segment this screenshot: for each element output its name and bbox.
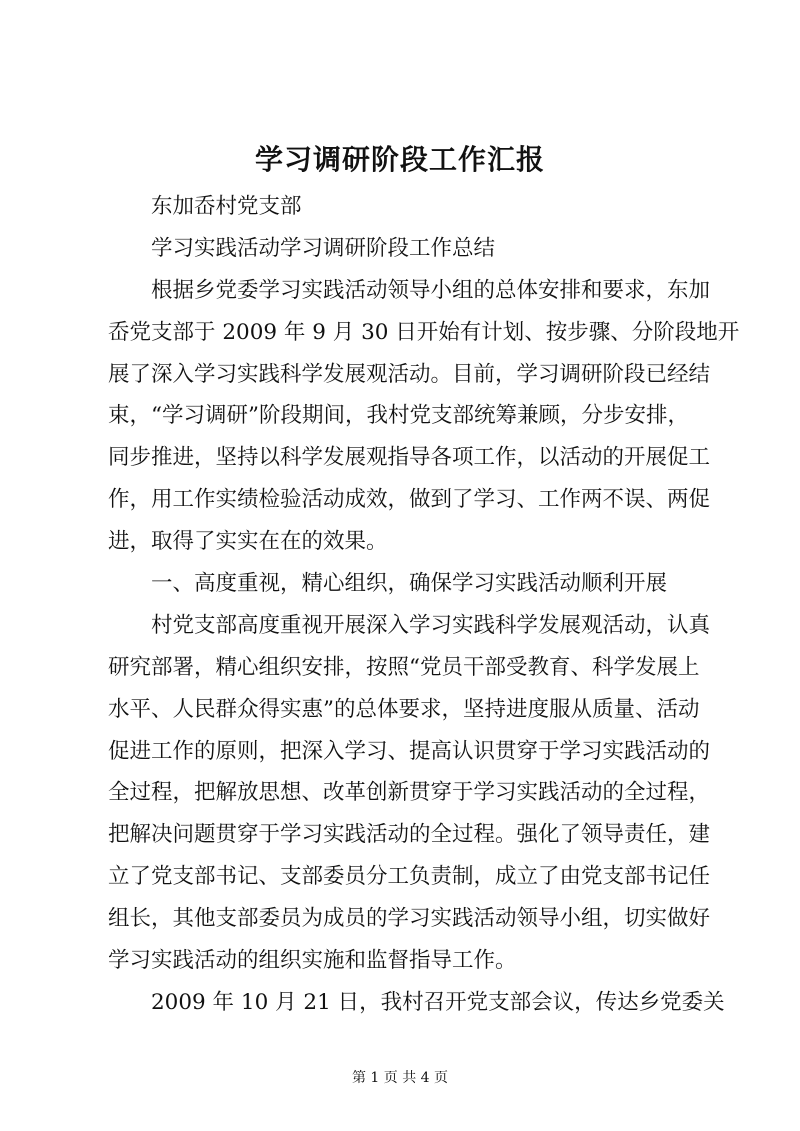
body-line: 组长，其他支部委员为成员的学习实践活动领导小组，切实做好	[108, 906, 711, 932]
body-line: 进，取得了实实在在的效果。	[108, 529, 388, 555]
section-heading: 一、高度重视，精心组织，确保学习实践活动顺利开展	[151, 571, 668, 597]
author-line: 东加岙村党支部	[151, 194, 302, 219]
body-line: 全过程，把解放思想、改革创新贯穿于学习实践活动的全过程，	[108, 780, 711, 806]
document-body	[108, 186, 740, 1024]
body-line: 岙党支部于 2009 年 9 月 30 日开始有计划、按步骤、分阶段地开	[108, 319, 740, 345]
body-line: 2009 年 10 月 21 日，我村召开党支部会议，传达乡党委关	[151, 989, 725, 1015]
body-line: 学习实践活动的组织实施和监督指导工作。	[108, 948, 517, 974]
body-line: 把解决问题贯穿于学习实践活动的全过程。强化了领导责任，建	[108, 822, 711, 848]
body-line: 束，“学习调研”阶段期间，我村党支部统筹兼顾，分步安排，	[108, 403, 689, 429]
subtitle-line: 学习实践活动学习调研阶段工作总结	[151, 235, 496, 261]
body-line: 立了党支部书记、支部委员分工负责制，成立了由党支部书记任	[108, 864, 711, 890]
document-title: 学习调研阶段工作汇报	[254, 143, 545, 176]
body-line: 作，用工作实绩检验活动成效，做到了学习、工作两不误、两促	[108, 487, 711, 513]
body-line: 促进工作的原则，把深入学习、提高认识贯穿于学习实践活动的	[108, 738, 711, 764]
body-line: 展了深入学习实践科学发展观活动。目前，学习调研阶段已经结	[108, 361, 711, 387]
body-line: 根据乡党委学习实践活动领导小组的总体安排和要求，东加	[151, 277, 711, 303]
body-line: 研究部署，精心组织安排，按照“党员干部受教育、科学发展上	[108, 654, 700, 680]
page-number: 第 1 页 共 4 页	[351, 1070, 449, 1086]
body-line: 水平、人民群众得实惠”的总体要求，坚持进度服从质量、活动	[108, 696, 700, 722]
body-line: 村党支部高度重视开展深入学习实践科学发展观活动，认真	[151, 612, 711, 638]
body-line: 同步推进，坚持以科学发展观指导各项工作，以活动的开展促工	[108, 445, 711, 471]
